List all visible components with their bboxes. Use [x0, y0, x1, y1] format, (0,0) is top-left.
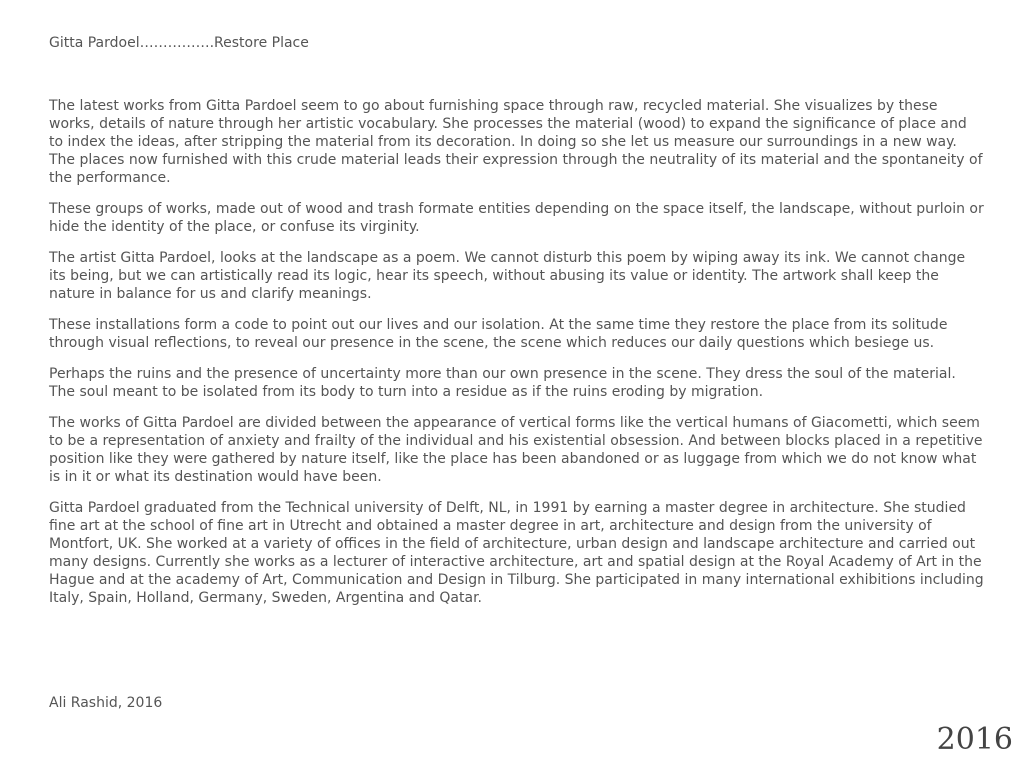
- page-title: Gitta Pardoel…………….Restore Place: [49, 35, 309, 51]
- article-body: [49, 97, 984, 620]
- author-signature: Ali Rashid, 2016: [49, 695, 163, 711]
- paragraph-poem: The artist Gitta Pardoel, looks at the landscape as a poem. We cannot disturb this poem by wiping away its ink. We cannot change its being, but we can artistically read its logic, hear its speech, without abusing its value or identity. The artwork shall keep the nature in balance for us and clarify meanings.: [49, 250, 966, 302]
- paragraph-ruins: Perhaps the ruins and the presence of uncertainty more than our own presence in the scene. They dress the soul of the material. The soul meant to be isolated from its body to turn into a residue as if the ruins eroding by migration.: [49, 366, 956, 400]
- paragraph-groups: These groups of works, made out of wood and trash formate entities depending on the space itself, the landscape, without purloin or hide the identity of the place, or confuse its virginity.: [49, 201, 984, 235]
- page-year-label: 2016: [936, 722, 1013, 757]
- paragraph-installations: These installations form a code to point out our lives and our isolation. At the same time they restore the place from its solitude through visual reflections, to reveal our presence in the scene, the scene which reduces our daily questions which besiege us.: [49, 317, 948, 351]
- paragraph-vertical-forms: The works of Gitta Pardoel are divided between the appearance of vertical forms like the vertical humans of Giacometti, which seem to be a representation of anxiety and frailty of the individual and his existential obsession. And between blocks placed in a repetitive position like they were gathered by nature itself, like the place has been abandoned or as luggage from which we do not know what is in it or what its destination would have been.: [49, 415, 983, 485]
- paragraph-intro: The latest works from Gitta Pardoel seem to go about furnishing space through raw, recycled material. She visualizes by these works, details of nature through her artistic vocabulary. She processes the material (wood) to expand the significance of place and to index the ideas, after stripping the material from its decoration. In doing so she let us measure our surroundings in a new way. The places now furnished with this crude material leads their expression through the neutrality of its material and the spontaneity of the performance.: [49, 98, 983, 186]
- paragraph-biography: Gitta Pardoel graduated from the Technical university of Delft, NL, in 1991 by earning a master degree in architecture. She studied fine art at the school of fine art in Utrecht and obtained a master degree in art, architecture and design from the university of Montfort, UK. She worked at a variety of offices in the field of architecture, urban design and landscape architecture and carried out many designs. Currently she works as a lecturer of interactive architecture, art and spatial design at the Royal Academy of Art in the Hague and at the academy of Art, Communication and Design in Tilburg. She participated in many international exhibitions including Italy, Spain, Holland, Germany, Sweden, Argentina and Qatar.: [49, 500, 984, 606]
